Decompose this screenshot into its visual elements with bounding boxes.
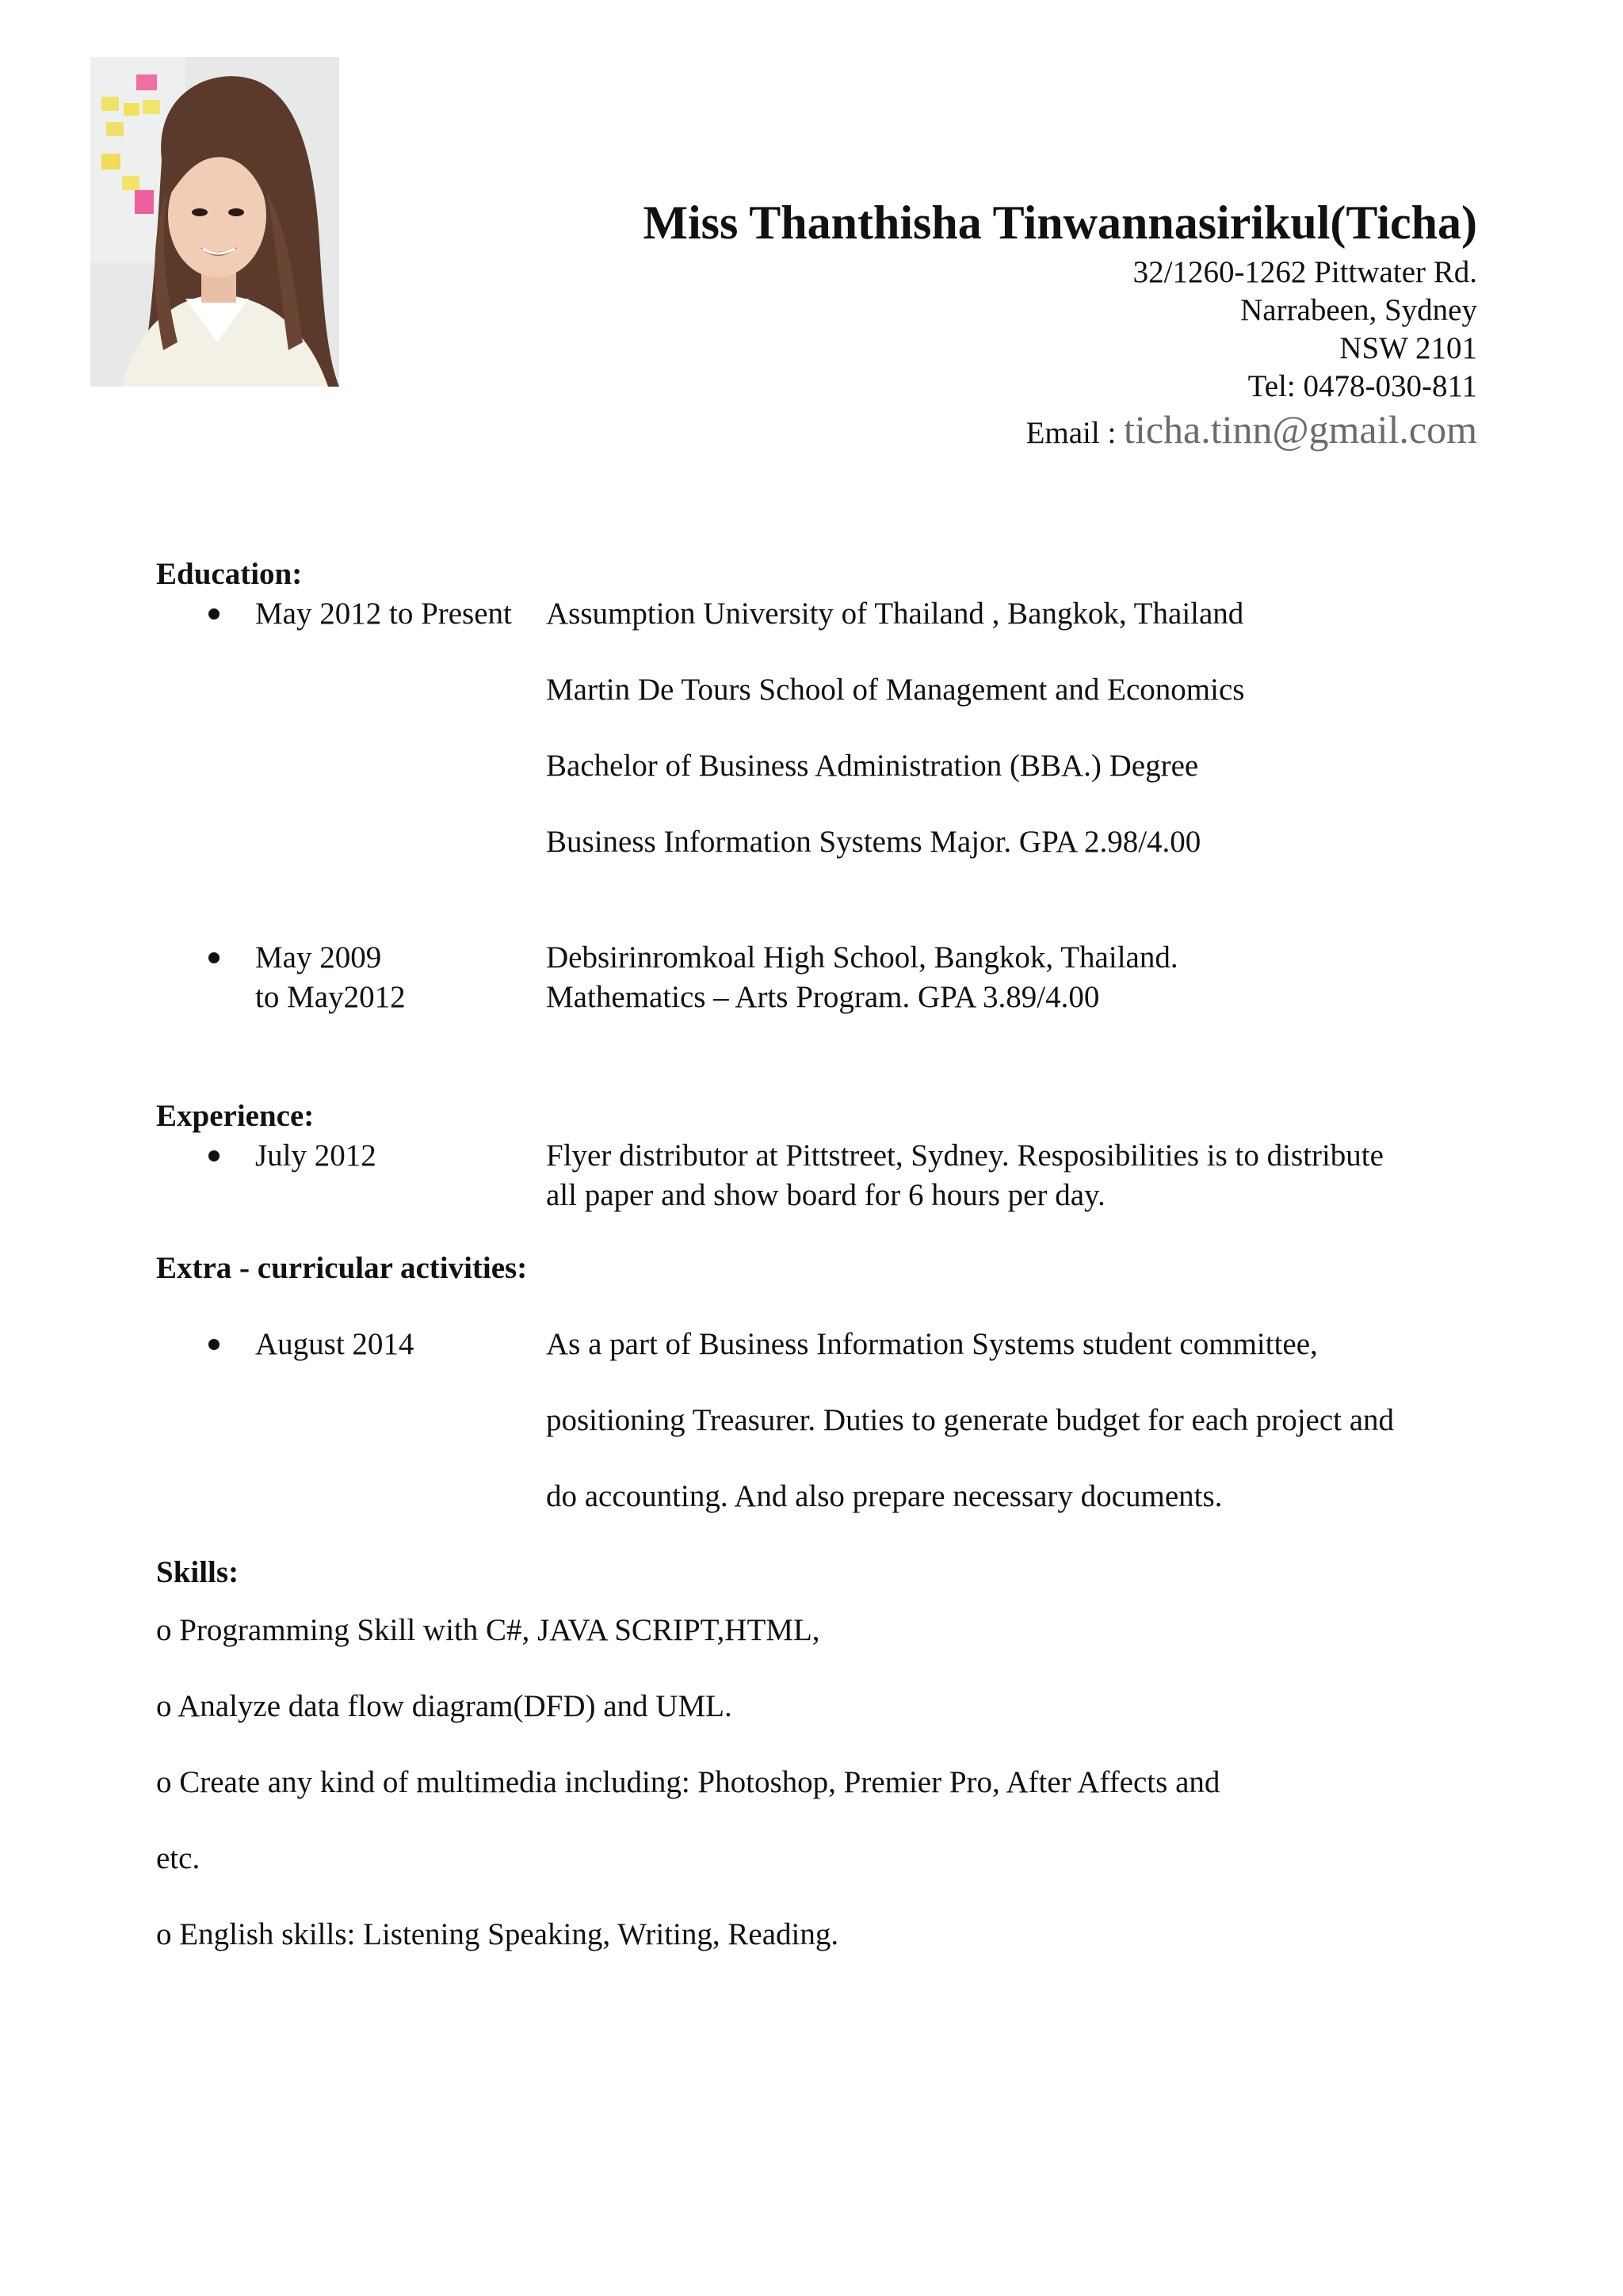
contact-header xyxy=(447,192,1477,457)
applicant-name: Miss Thanthisha Tinwannasirikul(Ticha) xyxy=(643,196,1477,249)
entry-line: all paper and show board for 6 hours per day. xyxy=(546,1178,1106,1212)
skill-item: o English skills: Listening Speaking, Writing, Reading. xyxy=(156,1917,839,1951)
entry-description xyxy=(546,1325,1487,1516)
skills-heading: Skills: xyxy=(156,1555,239,1589)
bullet-icon xyxy=(208,952,220,963)
telephone: Tel: 0478-030-811 xyxy=(1247,369,1477,403)
entry-description xyxy=(546,1136,1487,1215)
entry-line: Mathematics – Arts Program. GPA 3.89/4.00 xyxy=(546,980,1100,1014)
entry-date: August 2014 xyxy=(255,1327,414,1361)
entry-date: May 2009 to May2012 xyxy=(255,940,406,1014)
email-row xyxy=(447,406,1477,457)
entry-line: do accounting. And also prepare necessary documents. xyxy=(546,1479,1223,1513)
entry-line: Business Information Systems Major. GPA 2.98/4.00 xyxy=(546,825,1201,859)
skill-item: etc. xyxy=(156,1841,200,1875)
activities-heading: Extra - curricular activities: xyxy=(156,1251,528,1285)
entry-line: Flyer distributor at Pittstreet, Sydney. Resposibilities is to distribute xyxy=(546,1138,1384,1173)
bullet-icon xyxy=(208,608,220,620)
bullet-icon xyxy=(208,1339,220,1350)
entry-line: Bachelor of Business Administration (BBA.) Degree xyxy=(546,749,1199,783)
entry-description xyxy=(546,594,1487,862)
skill-item: o Create any kind of multimedia including: Photoshop, Premier Pro, After Affects and xyxy=(156,1765,1220,1799)
skill-item: o Programming Skill with C#, JAVA SCRIPT,HTML, xyxy=(156,1613,820,1647)
activity-entry-1 xyxy=(156,1325,1487,1516)
experience-entry-1 xyxy=(156,1136,1487,1215)
resume-body xyxy=(156,555,1487,1973)
education-entry-2 xyxy=(156,938,1487,1017)
skills-list xyxy=(156,1592,1487,1973)
portrait-image xyxy=(90,57,339,387)
entry-line: Martin De Tours School of Management and Economics xyxy=(546,673,1245,707)
entry-line: Debsirinromkoal High School, Bangkok, Thailand. xyxy=(546,940,1178,974)
profile-photo xyxy=(90,57,339,387)
entry-date: May 2012 to Present xyxy=(255,597,512,631)
bullet-icon xyxy=(208,1150,220,1161)
entry-line: positioning Treasurer. Duties to generate budget for each project and xyxy=(546,1403,1395,1437)
address-line-1: 32/1260-1262 Pittwater Rd. xyxy=(1132,255,1477,289)
entry-line: Assumption University of Thailand , Bangkok, Thailand xyxy=(546,597,1244,631)
education-entry-1 xyxy=(156,594,1487,862)
entry-line: As a part of Business Information Systems student committee, xyxy=(546,1327,1318,1361)
entry-description xyxy=(546,938,1487,1017)
education-heading: Education: xyxy=(156,557,303,591)
address-line-3: NSW 2101 xyxy=(1339,331,1477,365)
skill-item: o Analyze data flow diagram(DFD) and UML. xyxy=(156,1689,732,1723)
entry-date: July 2012 xyxy=(255,1138,376,1173)
address-line-2: Narrabeen, Sydney xyxy=(1240,293,1477,327)
email-label: Email : xyxy=(1025,416,1117,450)
experience-heading: Experience: xyxy=(156,1099,315,1133)
email-link[interactable]: ticha.tinn@gmail.com xyxy=(1124,407,1477,452)
